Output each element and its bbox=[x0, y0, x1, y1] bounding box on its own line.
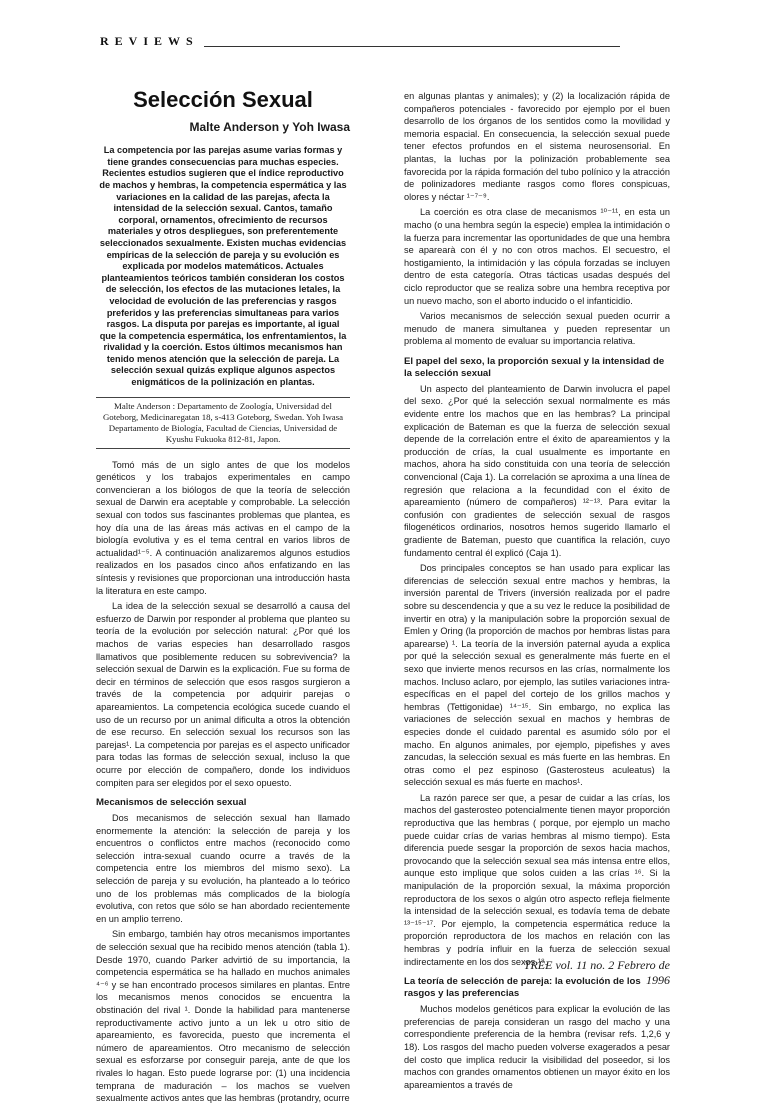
article-abstract: La competencia por las parejas asume varias formas y tiene grandes consecuencias para muchas especies. Recientes estudios sugieren que el índice reproductivo de machos y hembras, la competencia espermática y las variaciones en la calidad de las parejas, afecta la intensidad de la selección sexual. Cantos, tamaño corporal, ornamentos, ofrecimiento de recursos materiales y otros despliegues, son preferentemente seleccionados sexualmente. Existen muchas evidencias empíricas de la selección de pareja y su evolución es explicada por modelos matemáticos. Actuales planteamientos teóricos también consideran los costos de selección, los efectos de las mutaciones letales, la velocidad de evolución de las preferencias y rasgos preferidos y las preferencias simultaneas para varios rasgos. La disputa por parejas es importante, al igual que la competencia espermática, los enfrentamientos, la rivalidad y la coerción. Estos últimos mecanismos han tenido menos atención que la selección de pareja. La selección sexual quizás explique algunos aspectos enigmáticos de la polinización en plantas. bbox=[99, 145, 347, 388]
article-authors: Malte Anderson y Yoh Iwasa bbox=[189, 119, 350, 134]
section-label: REVIEWS bbox=[100, 34, 199, 48]
body-paragraph: La coerción es otra clase de mecanismos ¹⁰⁻¹¹, en esta un macho (o una hembra según la especie) emplea la intimidación o la fuerza para incrementar las oportunidades de que una hembra se aparearà con él y no con otros machos. El secuestro, el hostigamiento, la intimidación y las cópula forzadas se incluyen dentro de esta categoría. Otras tácticas usadas después del ciclo reproductor que se realiza sobre una hembra receptiva por un nuevo macho, son el aborto inducido o el infanticidio. bbox=[404, 207, 670, 306]
body-paragraph: Varios mecanismos de selección sexual pueden ocurrir a menudo de manera simultanea y pueden representar un problema al momento de evaluar su importancia relativa. bbox=[404, 311, 670, 347]
body-paragraph: Un aspecto del planteamiento de Darwin involucra el papel del sexo. ¿Por qué la selección sexual normalmente es más evidente entre los machos que en las hembras? La principal explicación de Bateman es que la fuerza de selección sexual depende de la correlación entre el éxito de apareamientos y la producción de crías, la cual usualmente es importante en machos, ahora ha sido constituida con una teoría de selección convencional (Caja 1). La correlación se aproxima a una línea de regresión que relaciona a la fecundidad con el éxito de apareamiento (número de compañeros) ¹²⁻¹³. Para evitar la confusión con gradientes de selección sexual de rasgos filogenéticos ordinarios, nosotros hemos sugerido llamarlo el gradiente de Bateman, puesto que cuantifica la relación, cuyo fundamento central él explicó (Caja 1). bbox=[404, 383, 670, 558]
article-title: Selección Sexual bbox=[133, 87, 313, 112]
body-paragraph: Dos mecanismos de selección sexual han llamado enormemente la atención: la selección de pareja y los encuentros o conflictos entre machos (reconocido como selección intra-sexual cuando ocurre a través de la competencia entre los miembros del mismo sexo). La selección de pareja y su evolución, ha planteado a lo teórico uno de los problemas más complicados de la biología evolutiva, con retos que sólo se han abordado recientemente en un amplio terreno. bbox=[96, 813, 350, 924]
author-affiliation: Malte Anderson : Departamento de Zoología, Universidad del Goteborg, Medicinaregatan 18, s-413 Goteborg, Swedan. Yoh Iwasa Departamento de Biología, Facultad de Ciencias, Universidad de Kyushu Fukuoka 812-81, Japon. bbox=[96, 397, 350, 449]
body-paragraph: La idea de la selección sexual se desarrolló a causa del esfuerzo de Darwin por responder al problema que planteo su teoría de la evolución por selección natural: ¿Por qué los machos de varias especies han desarrollado rasgos llamativos que posiblemente reducen su sobrevivencia? la selección sexual de Darwin es la explicación. Fue su forma de decir en términos de selección que esos rasgos surgieron a través de la competencia por adquirir parejas o apareamientos. La competencia ecológica sucede cuando el uso de un recurso por un animal dificulta a otros la obtención de ese recurso. En selección sexual los recursos son las parejas¹. La competencia por parejas es el aspecto unificador para todas las formas de selección sexual, incluso la que ocurre por elección de compañero, donde los individuos compiten para ser elegidos por el sexo opuesto. bbox=[96, 601, 350, 788]
section-heading: El papel del sexo, la proporción sexual y la intensidad de la selección sexual bbox=[404, 355, 665, 379]
header-rule bbox=[204, 46, 620, 47]
right-column bbox=[404, 90, 670, 1094]
body-paragraph: Dos principales conceptos se han usado para explicar las diferencias de selección sexual entre machos y hembras, la inversión parental de Trivers (inversión realizada por el padre sobre su descendencia y que a su vez le reduce la posibilidad de invertir en otra) y la manipulación sobre la proporción sexual de Emlen y Oring (la proporción de machos por hembras listas para aparearse) ¹. La teoría de la inversión paternal ayuda a explica por qué la selección sexual es generalmente más fuerte en el sexo que invierte menos recursos en las crías, normalmente los machos. Incluso aclaro, por ejemplo, las sutiles variaciones intra-específicas en el papel del cortejo de los grillos machos y hembras (Tettigonidae) ¹⁴⁻¹⁵. Sin embargo, no explica las variaciones de selección sexual en machos y hembras de especies donde el cuidado parental es asumido sólo por el macho. En algunos animales, por ejemplo, pipefishes y aves zancudas, la selección sexual es más fuerte en las hembras. En otras como el pez espinoso (Gasterosteus aculeatus) la selección sexual es más fuerte en machos¹. bbox=[404, 563, 670, 788]
body-paragraph: Tomó más de un siglo antes de que los modelos genéticos y los trabajos experimentales en campo convencieran a los biólogos de que la teoría de selección sexual de Darwin era aceptable y comprobable. La selección sexual con todos sus fascinantes problemas que plantea, es hoy día una de las áreas más activas en el campo de la biología evolutiva y es el tema central en varios libros de actualidad¹⁻⁵. A continuación analizaremos algunos estudios realizados en los pasados cinco años enfatizando en las síntesis y revisiones que proporcionan una introducción hasta la literatura en este campo. bbox=[96, 459, 350, 596]
body-paragraph: en algunas plantas y animales); y (2) la localización rápida de compañeros potenciales - favorecido por ejemplo por el buen desarrollo de los órganos de los sentidos como la movilidad y memoria espacial. En consecuencia, la selección sexual puede tener efectos profundos en el sistema neurosensorial. En plantas, la luchas por la polinización probablemente sea favorecida por la rápida formación del tubo polínico y la atracción de polinizadores mediante rasgos como flores conspicuas, olores y néctar ¹⁻⁷⁻⁹. bbox=[404, 91, 670, 202]
left-column bbox=[96, 87, 350, 1108]
section-heading: Mecanismos de selección sexual bbox=[96, 797, 247, 809]
body-paragraph: La razón parece ser que, a pesar de cuidar a las crías, los machos del gasterosteo potencialmente tienen mayor proporción reproductiva que las hembras ( porque, por ejemplo un macho puede cuidar crías de varias hembras al mismo tiempo). Esta diferencia puede sesgar la proporción de sexos hacia machos, provocando que la selección sexual sea más intensa entre ellos, aunque esto implique que solos cuiden a las crías ¹⁶. Si la manipulación de la proporción sexual, la máxima proporción reproductora de los sexos o algún otro aspecto refleja fielmente la intensidad de la selección sexual, es todavía tema de debate ¹³⁻¹⁵⁻¹⁷. Por ejemplo, la competencia espermática reduce la proporción reproductora de los machos en relación con las hembras y podría influir en la fuerza de selección sexual indirectamente en los dos sexos ¹⁸. bbox=[404, 792, 670, 967]
body-paragraph: Muchos modelos genéticos para explicar la evolución de las preferencias de pareja consideran un rasgo del macho y una correspondiente preferencia de la hembra (revisar refs. 1,2,6 y 18). Los rasgos del macho pueden volverse exagerados a pesar del costo que implica reducir la visibilidad del poseedor, si los machos con grandes ornamentos obtienen un mayor éxito en los apareamientos a través de bbox=[404, 1004, 670, 1090]
journal-header bbox=[100, 34, 620, 50]
journal-citation: TREE vol. 11 no. 2 Febrero de 1996 bbox=[523, 958, 670, 987]
body-paragraph: Sin embargo, también hay otros mecanismos importantes de selección sexual que ha recibido menos atención (tabla 1). Desde 1970, cuando Parker advirtió de su importancia, la competencia espermática se ha hallado en muchos animales ⁴⁻⁶ y se han encontrado procesos similares en plantas. Entre los mecanismos menos conocidos se encuentra la obstinación del rival ¹. Donde la habilidad para mantenerse reproductivamente activo junto a un lek u otro sitio de apareamiento, es favorecida, puesto que incrementa el número de apareamientos. Otro mecanismo de selección sexual es esforzarse por conseguir pareja, ante de que los rivales lo hagan. Esto puede lograrse por: (1) una incidencia temprana de maduración – los machos se vuelven sexualmente activos antes que las hembras (protandry, ocurre bbox=[96, 929, 350, 1104]
section-heading: La teoría de selección de pareja: la evolución de los rasgos y las preferencias bbox=[404, 976, 641, 1000]
